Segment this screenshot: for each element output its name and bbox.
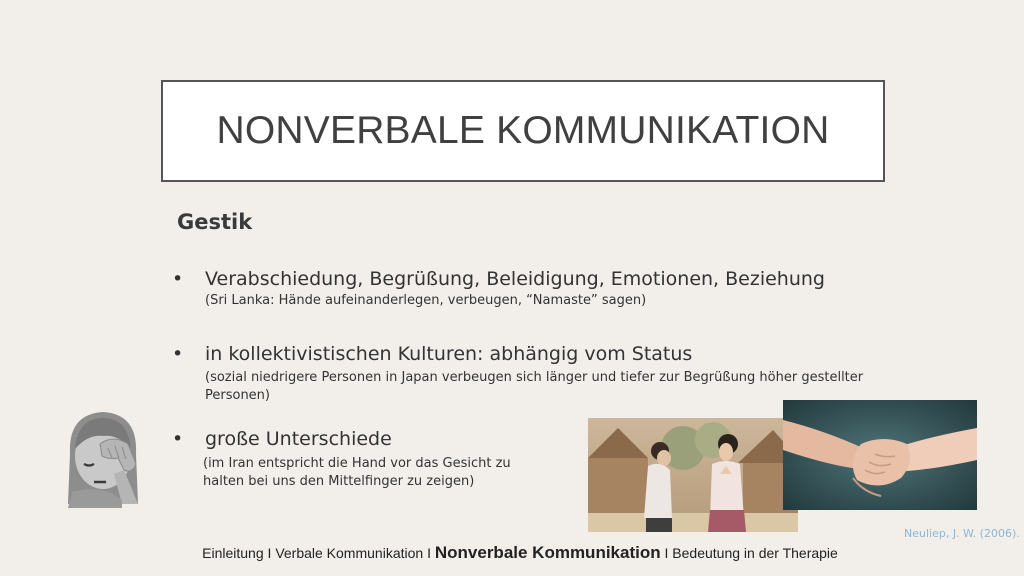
footer-item-therapie: Bedeutung in der Therapie bbox=[672, 545, 838, 561]
bullet-marker: • bbox=[172, 428, 184, 450]
citation: Neuliep, J. W. (2006). bbox=[904, 527, 1020, 540]
bullet-detail-2: (sozial niedrigere Personen in Japan verbeugen sich länger und tiefer zur Begrüßung höher gestellter Personen) bbox=[205, 370, 864, 403]
footer-separator: I bbox=[263, 545, 276, 561]
footer-item-einleitung: Einleitung bbox=[202, 545, 264, 561]
footer-separator: I bbox=[660, 545, 673, 561]
footer-navigation bbox=[0, 543, 1024, 563]
slide-title: NONVERBALE KOMMUNIKATION bbox=[216, 109, 830, 152]
bullet-marker: • bbox=[172, 268, 184, 290]
footer-separator: I bbox=[423, 545, 435, 561]
bullet-text: große Unterschiede bbox=[205, 428, 392, 450]
footer-item-nonverbale-active: Nonverbale Kommunikation bbox=[434, 543, 661, 562]
footer-item-verbale: Verbale Kommunikation bbox=[275, 545, 424, 561]
bullet-text: Verabschiedung, Begrüßung, Beleidigung, Emotionen, Beziehung bbox=[205, 268, 825, 290]
bullet-marker: • bbox=[172, 343, 184, 365]
greeting-photo bbox=[588, 418, 798, 532]
title-box bbox=[161, 80, 885, 182]
bullet-detail-1: (Sri Lanka: Hände aufeinanderlegen, verbeugen, “Namaste” sagen) bbox=[205, 293, 647, 308]
facepalm-emoji-icon bbox=[58, 404, 148, 508]
handshake-photo bbox=[783, 400, 977, 510]
section-heading: Gestik bbox=[177, 210, 253, 234]
bullet-text: in kollektivistischen Kulturen: abhängig vom Status bbox=[205, 343, 693, 365]
bullet-detail-3: (im Iran entspricht die Hand vor das Gesicht zu halten bei uns den Mittelfinger zu zeigen) bbox=[203, 456, 511, 489]
